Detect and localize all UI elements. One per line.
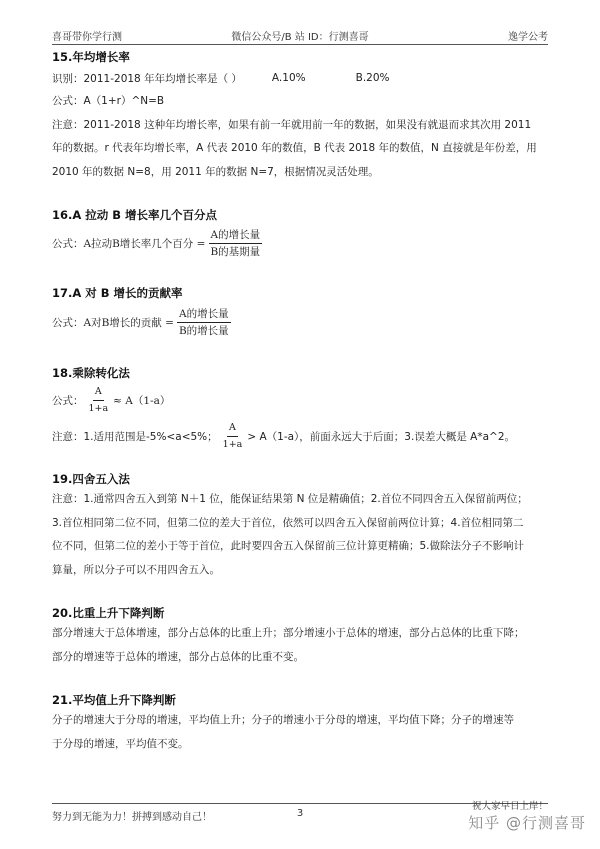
document-body [52,48,548,756]
formula-fraction [177,307,231,338]
section-17-title: 17.A 对 B 增长的贡献率 [52,286,183,300]
section-15-title: 15.年均增长率 [52,50,130,64]
section-15-note-line: 2010 年的数据 N=8，用 2011 年的数据 N=7，根据情况灵活处理。 [52,165,379,178]
fraction-numerator: A [93,385,104,401]
section-16-title: 16.A 拉动 B 增长率几个百分点 [52,208,218,222]
section-20-title: 20.比重上升下降判断 [52,606,165,620]
formula-lhs: A拉动B增长率几个百分 = [83,237,206,250]
header-center-text: 微信公众号/B 站 ID：行测喜哥 [231,32,369,43]
page-number: 3 [296,808,304,819]
formula-label: 公式： [52,237,84,250]
fraction-denominator: B的基期量 [210,245,261,258]
section-17-formula [52,302,548,342]
page-header [52,26,548,45]
section-15-note-line: 注意：2011-2018 这种年均增长率，如果有前一年就用前一年的数据，如果没有就退而求其次用 2011 [52,118,532,131]
fraction-numerator: A [227,421,238,437]
note-prefix: 注意：1.适用范围是-5%<a<5%； [52,430,218,443]
section-15-note-line: 年的数据。r 代表年均增长率，A 代表 2010 年的数值，B 代表 2018 年的数值，N 直接就是年份差，用 [52,142,537,154]
footer-motto: 努力到无能为力！拼搏到感动自己！ [52,812,212,823]
section-20-line: 部分增速大于总体增速，部分占总体的比重上升；部分增速小于总体的增速，部分占总体的比重下降； [52,627,525,639]
formula-label: 公式： [52,316,84,329]
header-left-text: 喜哥带你学行测 [52,32,122,43]
footer-wish: 祝大家早日上岸！ [471,801,548,812]
identify-label: 识别： [52,72,84,85]
fraction-denominator: B的增长量 [178,324,229,337]
formula-fraction [208,228,262,259]
section-18-title: 18.乘除转化法 [52,366,130,380]
section-21-title: 21.平均值上升下降判断 [52,693,176,707]
section-18-formula [52,382,548,418]
formula-fraction [87,385,111,416]
fraction-denominator: 1+a [222,438,243,450]
fraction-denominator: 1+a [88,402,109,414]
option-b: B.20% [355,72,390,84]
section-19-line: 注意：1.通常四舍五入到第 N＋1 位，能保证结果第 N 位是精确值；2.首位不同四舍五入保留前两位； [52,493,528,505]
section-18-note [52,418,548,454]
note-fraction [221,421,245,452]
identify-text: 2011-2018 年年均增长率是（ ） [83,72,242,85]
fraction-numerator: A的增长量 [177,307,231,323]
formula-lhs: A对B增长的贡献 = [83,316,174,329]
section-19-title: 19.四舍五入法 [52,472,130,486]
formula-label: 公式： [52,394,84,407]
header-right-text: 逸学公考 [508,32,548,43]
section-21-line: 于分母的增速，平均值不变。 [52,737,189,750]
zhihu-watermark: 知乎 @行测喜哥 [468,814,586,832]
section-19-line: 算量，所以分子可以不用四舍五入。 [52,563,220,576]
section-15-formula: 公式：A（1+r）^N=B [52,95,165,107]
section-19-line: 位不同，但第二位的差小于等于首位，此时要四舍五入保留前三位计算更精确；5.做除法分子不影响计 [52,540,525,552]
section-15-identify [52,66,548,90]
section-16-formula [52,224,548,262]
note-suffix: > A（1-a），前面永远大于后面；3.误差大概是 A*a^2。 [247,430,516,443]
section-19-line: 3.首位相同第二位不同，但第二位的差大于首位，依然可以四舍五入保留前两位计算；4.首位相同第二 [52,516,524,529]
option-a: A.10% [271,72,306,84]
section-20-line: 部分的增速等于总体的增速，部分占总体的比重不变。 [52,650,304,663]
formula-rhs: ≈ A（1-a） [113,394,171,407]
fraction-numerator: A的增长量 [209,228,263,244]
section-21-line: 分子的增速大于分母的增速，平均值上升；分子的增速小于分母的增速，平均值下降；分子的增速等 [52,714,514,726]
